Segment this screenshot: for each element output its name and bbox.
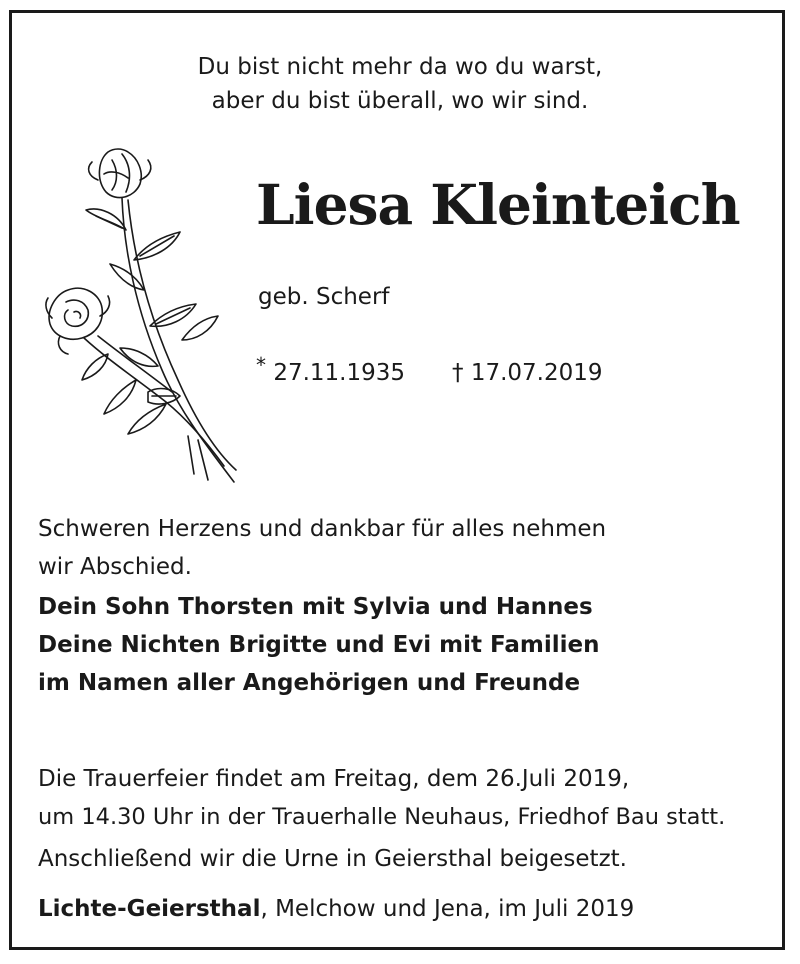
closing-place: Lichte-Geiersthal	[38, 896, 261, 922]
death-cross-icon: †	[452, 360, 464, 386]
death-date-line	[452, 360, 603, 386]
maiden-name: geb. Scherf	[258, 284, 390, 310]
rose-illustration-icon	[38, 140, 238, 490]
service-line-3: Anschließend wir die Urne in Geiersthal beigesetzt.	[38, 846, 627, 872]
mourner-line: Dein Sohn Thorsten mit Sylvia und Hannes	[38, 594, 593, 620]
mourner-line: Deine Nichten Brigitte und Evi mit Familien	[38, 632, 600, 658]
deceased-name: Liesa Kleinteich	[256, 172, 740, 237]
mourner-line: im Namen aller Angehörigen und Freunde	[38, 670, 581, 696]
service-line-1: Die Trauerfeier findet am Freitag, dem 26.Juli 2019,	[38, 766, 630, 792]
verse-line-1: Du bist nicht mehr da wo du warst,	[197, 54, 603, 80]
farewell-line-2: wir Abschied.	[38, 554, 192, 580]
service-line-2: um 14.30 Uhr in der Trauerhalle Neuhaus, Friedhof Bau statt.	[38, 804, 726, 830]
death-date: 17.07.2019	[470, 360, 603, 386]
birth-date: 27.11.1935	[273, 360, 406, 386]
birth-star-icon: *	[256, 353, 266, 377]
farewell-line-1: Schweren Herzens und dankbar für alles nehmen	[38, 516, 607, 542]
closing-rest: , Melchow und Jena, im Juli 2019	[260, 896, 635, 922]
verse-line-2: aber du bist überall, wo wir sind.	[211, 88, 589, 114]
birth-date-line	[256, 353, 406, 386]
closing-line	[38, 896, 634, 922]
